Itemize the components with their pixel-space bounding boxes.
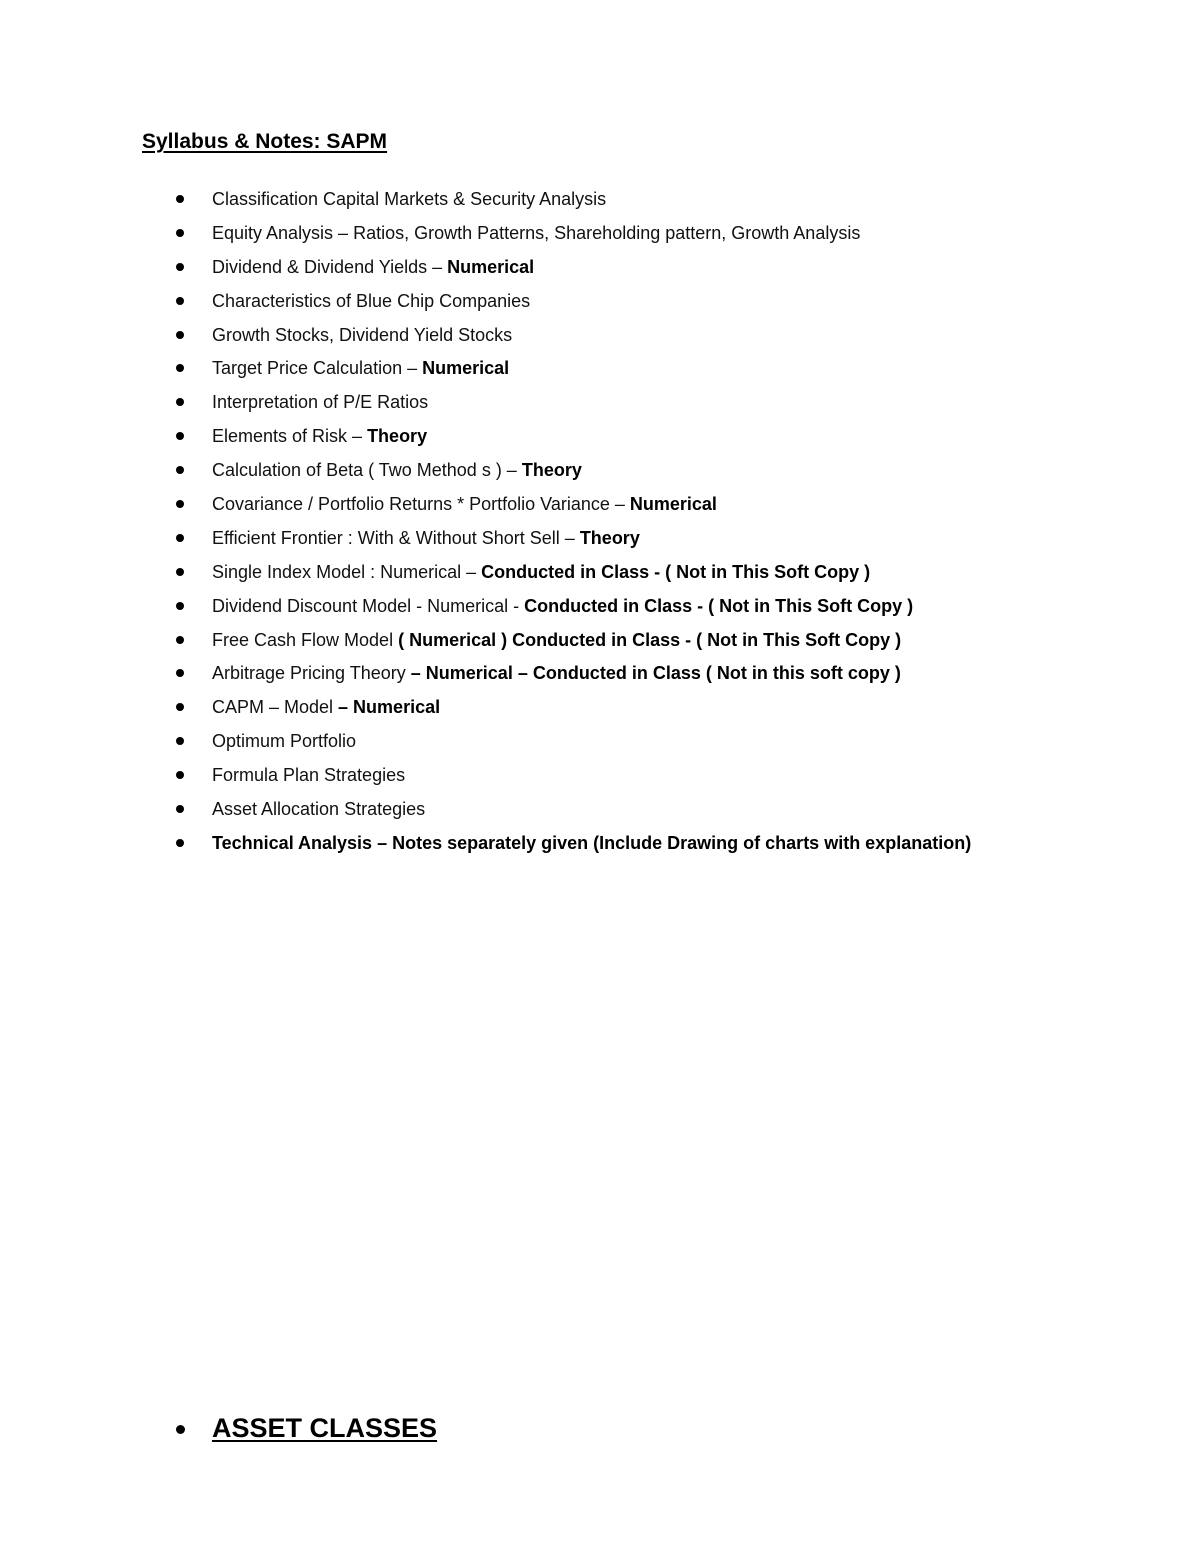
- list-item-text: [212, 521, 640, 555]
- list-item-text: [212, 216, 860, 250]
- list-item-plain-text: Interpretation of P/E Ratios: [212, 392, 429, 413]
- list-item-plain-text: Dividend Discount Model - Numerical -: [212, 595, 525, 616]
- bullet-icon: [176, 839, 184, 847]
- list-item-plain-text: Calculation of Beta ( Two Method s ) –: [212, 460, 522, 481]
- list-item-text: [212, 758, 405, 792]
- list-item: [0, 284, 1200, 318]
- list-item-text: [212, 555, 870, 589]
- list-item-plain-text: Classification Capital Markets & Security Analysis: [212, 189, 607, 209]
- bullet-icon: [176, 602, 184, 610]
- list-item-plain-text: Covariance / Portfolio Returns * Portfolio Variance –: [212, 494, 630, 515]
- bullet-icon: [176, 636, 184, 644]
- list-item: [0, 724, 1200, 758]
- list-item: [0, 318, 1200, 352]
- list-item-bold-text: – Numerical – Conducted in Class ( Not in this soft copy ): [410, 663, 901, 684]
- list-item-text: [212, 826, 971, 860]
- list-item: [0, 589, 1200, 623]
- list-item-bold-text: Theory: [521, 460, 582, 481]
- list-item-text: [212, 385, 428, 419]
- list-item: [0, 351, 1200, 385]
- list-item-text: [212, 656, 901, 690]
- list-item-text: [212, 589, 913, 623]
- list-item-text: [212, 284, 530, 318]
- list-item-plain-text: Target Price Calculation –: [212, 358, 423, 379]
- bullet-icon: [176, 466, 184, 474]
- list-item: [0, 216, 1200, 250]
- bullet-icon: [176, 500, 184, 508]
- bullet-icon: [176, 568, 184, 576]
- list-item-bold-text: Conducted in Class - ( Not in This Soft Copy ): [481, 561, 871, 582]
- list-item: [0, 250, 1200, 284]
- bullet-icon: [176, 669, 184, 677]
- list-item: [0, 555, 1200, 589]
- list-item-text: [212, 351, 509, 385]
- list-item-text: [212, 792, 425, 826]
- syllabus-list: [0, 182, 1200, 860]
- list-item-plain-text: Dividend & Dividend Yields –: [212, 256, 448, 277]
- list-item-bold-text: Theory: [367, 426, 428, 447]
- bullet-icon: [176, 398, 184, 406]
- list-item-text: [212, 487, 717, 521]
- list-item-plain-text: Elements of Risk –: [212, 426, 368, 447]
- bullet-icon: [176, 229, 184, 237]
- list-item-plain-text: Asset Allocation Strategies: [212, 799, 426, 820]
- list-item: [0, 453, 1200, 487]
- list-item: [0, 521, 1200, 555]
- list-item-plain-text: Optimum Portfolio: [212, 731, 357, 752]
- bullet-icon: [176, 805, 184, 813]
- list-item-bold-text: Technical Analysis – Notes separately given (Include Drawing of charts with explanation): [212, 832, 972, 853]
- list-item: [0, 826, 1200, 860]
- list-item-bold-text: Numerical: [447, 256, 535, 277]
- list-item-bold-text: – Numerical: [338, 697, 441, 718]
- document-title: Syllabus & Notes: SAPM: [142, 130, 388, 153]
- list-item: [0, 487, 1200, 521]
- bullet-icon: [176, 703, 184, 711]
- list-item: [0, 758, 1200, 792]
- bullet-icon: [176, 534, 184, 542]
- bullet-icon: [176, 331, 184, 339]
- bullet-icon: [176, 263, 184, 271]
- list-item: [0, 419, 1200, 453]
- list-item: [0, 182, 1200, 216]
- list-item-plain-text: Formula Plan Strategies: [212, 765, 406, 786]
- list-item-bold-text: ( Numerical ) Conducted in Class - ( Not in This Soft Copy ): [398, 629, 902, 650]
- list-item-text: [212, 724, 356, 758]
- list-item-plain-text: Efficient Frontier : With & Without Short Sell –: [212, 527, 580, 548]
- list-item-bold-text: Theory: [579, 527, 640, 548]
- list-item-plain-text: Arbitrage Pricing Theory: [212, 663, 411, 684]
- list-item: [0, 656, 1200, 690]
- list-item-text: [212, 318, 512, 352]
- list-item-plain-text: Growth Stocks, Dividend Yield Stocks: [212, 324, 513, 345]
- section-heading-text: ASSET CLASSES: [212, 1413, 438, 1443]
- list-item: [0, 690, 1200, 724]
- list-item-text: [212, 690, 440, 724]
- list-item-plain-text: Free Cash Flow Model: [212, 629, 399, 650]
- list-item-bold-text: Numerical: [629, 494, 717, 515]
- list-item-plain-text: Equity Analysis – Ratios, Growth Patterns, Shareholding pattern, Growth Analysis: [212, 222, 861, 243]
- list-item-text: [212, 182, 606, 216]
- bullet-icon: [176, 771, 184, 779]
- bullet-icon: [176, 297, 184, 305]
- list-item: [0, 623, 1200, 657]
- list-item-text: [212, 419, 427, 453]
- section-heading: [0, 1408, 1200, 1448]
- list-item-bold-text: Numerical: [422, 358, 510, 379]
- list-item-bold-text: Conducted in Class - ( Not in This Soft Copy ): [524, 595, 914, 616]
- list-item-text: [212, 250, 534, 284]
- list-item-text: [212, 453, 582, 487]
- list-item-plain-text: Characteristics of Blue Chip Companies: [212, 290, 531, 311]
- list-item: [0, 385, 1200, 419]
- list-item-plain-text: Single Index Model : Numerical –: [212, 561, 482, 582]
- list-item-text: [212, 623, 901, 657]
- list-item: [0, 792, 1200, 826]
- bullet-icon: [176, 364, 184, 372]
- bullet-icon: [176, 432, 184, 440]
- list-item-plain-text: CAPM – Model: [212, 697, 339, 718]
- bullet-icon: [176, 737, 184, 745]
- bullet-icon: [176, 195, 184, 203]
- bullet-icon: [176, 1425, 185, 1434]
